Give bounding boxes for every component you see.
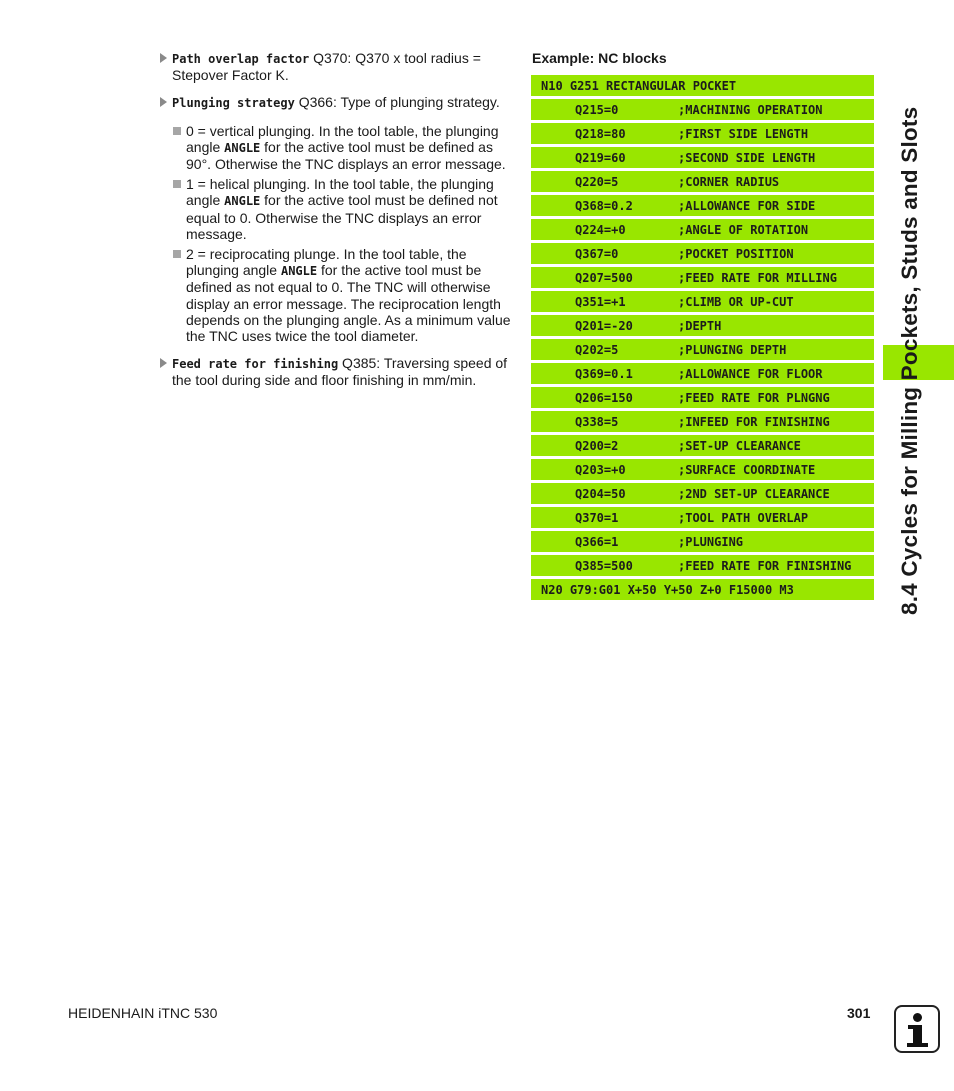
nc-param-code: Q218=80 [575,126,626,141]
nc-param-code: Q215=0 [575,102,619,117]
option-text: 1 = helical plunging. In the tool table, the plunging angle [186,176,494,209]
nc-param-code: Q368=0.2 [575,198,633,213]
nc-param-comment: ;PLUNGING DEPTH [678,342,787,357]
nc-param-comment: ;ALLOWANCE FOR SIDE [678,198,816,213]
nc-param-comment: ;MACHINING OPERATION [678,102,823,117]
nc-block-first-line: N10 G251 RECTANGULAR POCKET [531,75,874,96]
nc-block-row [531,483,874,504]
nc-param-comment: ;CORNER RADIUS [678,174,780,189]
nc-param-code: Q207=500 [575,270,633,285]
nc-block-row [531,459,874,480]
nc-block-row [531,363,874,384]
nc-block-row [531,339,874,360]
nc-param-comment: ;DEPTH [678,318,722,333]
nc-param-comment: ;ALLOWANCE FOR FLOOR [678,366,823,381]
nc-block-row [531,219,874,240]
nc-param-code: Q202=5 [575,342,619,357]
option-text: for the active tool must be defined not equal to 0. Otherwise the TNC displays an error message. [186,192,498,242]
param-feed-finishing [158,355,518,388]
info-icon [894,1005,940,1053]
nc-param-comment: ;FIRST SIDE LENGTH [678,126,809,141]
nc-param-code: Q366=1 [575,534,619,549]
nc-param-code: Q220=5 [575,174,619,189]
triangle-bullet-icon [160,358,167,368]
plunge-options-list [172,123,518,345]
nc-block-row [531,171,874,192]
nc-param-comment: ;2ND SET-UP CLEARANCE [678,486,830,501]
square-bullet-icon [173,180,181,188]
nc-param-comment: ;SECOND SIDE LENGTH [678,150,816,165]
option-keyword: ANGLE [224,194,261,209]
triangle-bullet-icon [160,97,167,107]
nc-block-row [531,267,874,288]
nc-param-code: Q224=+0 [575,222,626,237]
nc-block-table [531,75,874,603]
example-title: Example: NC blocks [532,50,667,66]
nc-param-code: Q351=+1 [575,294,626,309]
option-text: for the active tool must be defined as not equal to 0. The TNC will otherwise display an error message. The reciprocation length depends on the plunging angle. As a minimum value the TNC uses twice the tool diameter. [186,262,511,345]
nc-block-row [531,387,874,408]
nc-param-code: Q338=5 [575,414,619,429]
nc-param-comment: ;SET-UP CLEARANCE [678,438,801,453]
nc-param-code: Q204=50 [575,486,626,501]
param-keyword: Path overlap factor [172,52,310,66]
nc-param-code: Q201=-20 [575,318,633,333]
parameter-descriptions [158,50,518,400]
nc-param-comment: ;FEED RATE FOR FINISHING [678,558,852,573]
nc-param-comment: ;PLUNGING [678,534,744,549]
option-keyword: ANGLE [224,140,261,155]
nc-block-row [531,315,874,336]
nc-param-comment: ;POCKET POSITION [678,246,794,261]
list-item [172,123,518,173]
list-item [172,176,518,242]
nc-block-last-line: N20 G79:G01 X+50 Y+50 Z+0 F15000 M3 [531,579,874,600]
nc-param-code: Q200=2 [575,438,619,453]
param-path-overlap [158,50,518,83]
nc-block-row [531,147,874,168]
square-bullet-icon [173,127,181,135]
nc-param-comment: ;FEED RATE FOR MILLING [678,270,837,285]
nc-param-code: Q203=+0 [575,462,626,477]
option-keyword: ANGLE [280,264,318,279]
manual-name: HEIDENHAIN iTNC 530 [68,1005,218,1021]
nc-param-comment: ;ANGLE OF ROTATION [678,222,809,237]
nc-block-row [531,195,874,216]
nc-param-code: Q219=60 [575,150,626,165]
param-text: Q366: Type of plunging strategy. [294,94,500,111]
triangle-bullet-icon [160,53,167,63]
nc-block-row [531,435,874,456]
page-number: 301 [847,1005,871,1021]
nc-block-row [531,99,874,120]
nc-param-code: Q385=500 [575,558,633,573]
nc-block-row [531,243,874,264]
nc-param-code: Q370=1 [575,510,619,525]
option-text: 2 = reciprocating plunge. In the tool table, the plunging angle [186,246,467,279]
nc-param-comment: ;INFEED FOR FINISHING [678,414,830,429]
nc-block-row [531,291,874,312]
param-text: Q370: Q370 x tool radius = Stepover Factor K. [172,50,481,84]
param-plunging-strategy [158,94,518,111]
param-keyword: Plunging strategy [172,96,295,111]
nc-block-row [531,411,874,432]
option-text: 0 = vertical plunging. In the tool table, the plunging angle [186,122,499,155]
nc-block-row [531,531,874,552]
nc-param-code: Q367=0 [575,246,619,261]
param-keyword: Feed rate for finishing [172,357,339,372]
nc-param-comment: ;TOOL PATH OVERLAP [678,510,809,525]
nc-param-code: Q369=0.1 [575,366,633,381]
section-title-vertical: 8.4 Cycles for Milling Pockets, Studs and Slots [897,106,922,615]
nc-block-row [531,507,874,528]
nc-param-comment: ;CLIMB OR UP-CUT [678,294,794,309]
option-text: for the active tool must be defined as 90°. Otherwise the TNC displays an error message. [186,138,506,173]
nc-block-row [531,123,874,144]
nc-param-code: Q206=150 [575,390,633,405]
nc-block-row [531,555,874,576]
nc-param-comment: ;FEED RATE FOR PLNGNG [678,390,830,405]
list-item [172,246,518,344]
square-bullet-icon [173,250,181,258]
nc-param-comment: ;SURFACE COORDINATE [678,462,816,477]
param-text: Q385: Traversing speed of the tool during side and floor finishing in mm/min. [172,355,508,389]
